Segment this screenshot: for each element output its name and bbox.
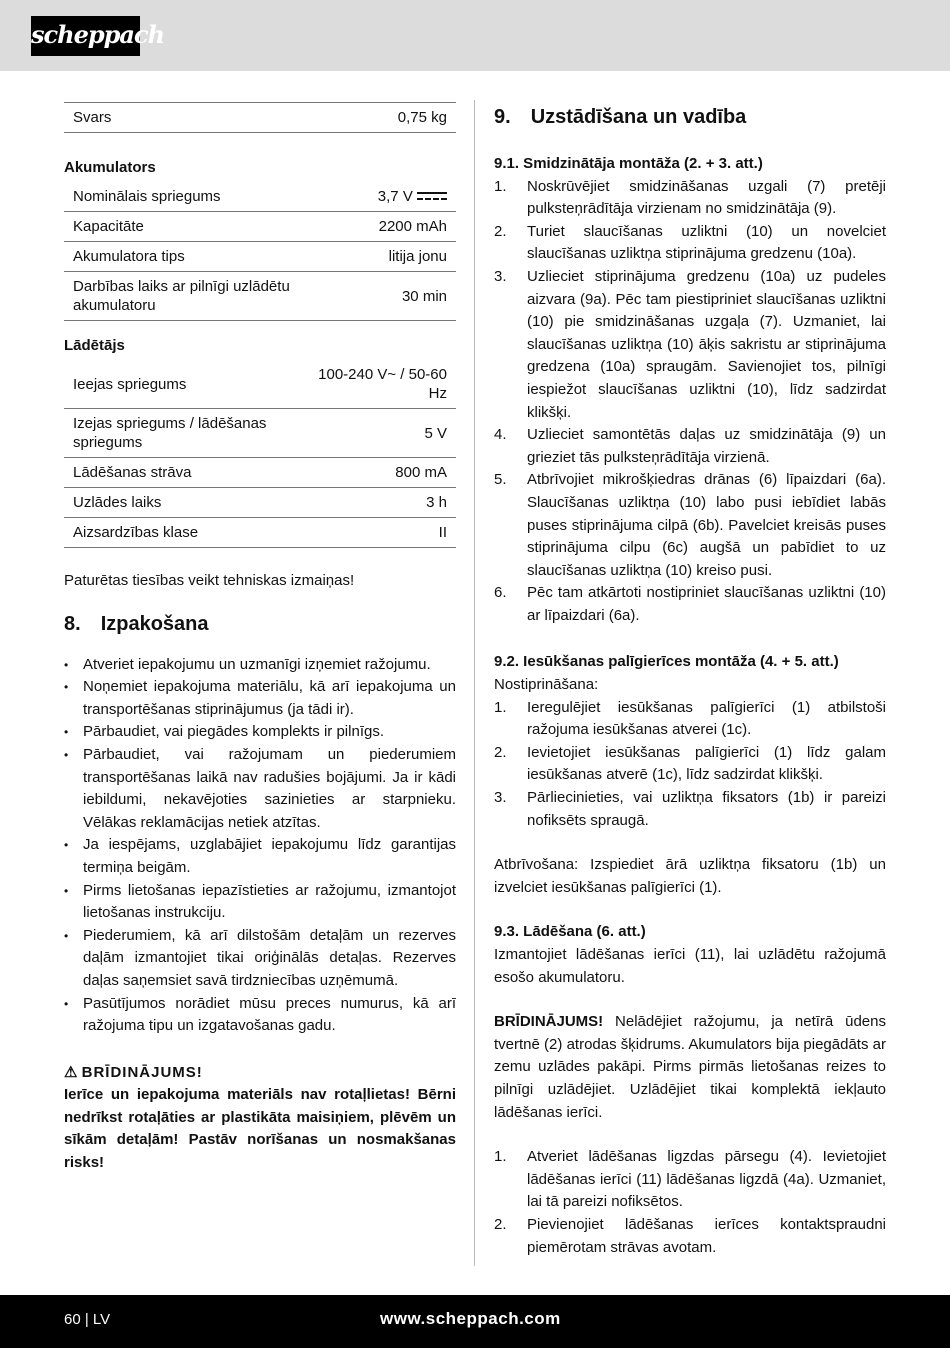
spec-label: Uzlādes laiks: [73, 494, 162, 511]
step-text: Uzlieciet samontētās daļas uz smidzinātāja (9) un grieziet tās pulksteņrādītāja virzienā.: [527, 426, 886, 466]
step-number: 4.: [494, 426, 507, 444]
step-text: Atbrīvojiet mikrošķiedras drānas (6) līpaizdari (6a). Slaucīšanas uzliktņa (10) labo pusi iebīdiet labās puses stiprinājuma cilpā (6b). Pavelciet kreisās puses stiprinājuma cilpu (6c) augšā un pabīdiet to uz slaucīšanas uzliktņa (10) kreiso pusi.: [527, 471, 886, 579]
step-item: [494, 469, 886, 582]
charging-steps: [494, 1146, 886, 1259]
spec-value: [299, 272, 456, 321]
step-text: Turiet slaucīšanas uzliktni (10) un novelciet slaucīšanas uzliktņa stiprinājuma gredzenu (10a).: [527, 222, 886, 263]
suction-steps: [494, 697, 886, 833]
spec-value: [299, 212, 456, 242]
charger-table: [64, 360, 456, 548]
spec-label: Ieejas spriegums: [73, 375, 187, 393]
table-row: [64, 458, 456, 488]
list-item: • Noņemiet iepakojuma materiālu, kā arī iepakojuma un transportēšanas stiprinājumus (ja tādi ir).: [64, 676, 456, 721]
step-item: [494, 221, 886, 266]
warning-icon: ⚠: [64, 1063, 78, 1081]
spec-label: Kapacitāte: [73, 218, 144, 235]
dc-symbol-icon: [417, 192, 447, 202]
spec-value: [299, 182, 456, 212]
step-item: [494, 424, 886, 469]
step-number: 2.: [494, 222, 507, 240]
list-item: • Pārbaudiet, vai ražojumam un piederumiem transportēšanas laikā nav radušies bojājumi. Ja ir kādi iebildumi, nekavējoties sazinieties ar starpnieku. Vēlākas reklamācijas netiek atzītas.: [64, 744, 456, 834]
step-text: Atveriet lādēšanas ligzdas pārsegu (4). Ievietojiet lādēšanas ierīci (11) lādēšanas ligzdā (4a). Uzmaniet, lai tā pareizi nofiksētos.: [527, 1148, 886, 1211]
step-number: 2.: [494, 743, 507, 761]
value-text: 2200 mAh: [378, 218, 447, 235]
step-text: Ievietojiet iesūkšanas palīgierīci (1) līdz galam iesūkšanas atverē (1c), līdz sadzirdat klikšķi.: [527, 743, 886, 784]
spec-label: Aizsardzības klase: [73, 524, 199, 541]
step-number: 1.: [494, 1148, 507, 1166]
page-header: [0, 0, 950, 71]
step-text: Pievienojiet lādēšanas ierīces kontaktspraudni piemērotam strāvas avotam.: [527, 1215, 886, 1256]
fixing-intro: Nostiprināšana:: [494, 676, 599, 694]
step-text: Pārliecinieties, vai uzliktņa fiksators (1b) ir pareizi nofiksēts spraugā.: [527, 789, 886, 829]
step-number: 1.: [494, 177, 507, 195]
step-item: [494, 742, 886, 787]
page-num: 60: [64, 1311, 81, 1328]
unpacking-list: [64, 654, 456, 1038]
table-row: [64, 182, 456, 212]
weight-table: [64, 102, 456, 133]
section-number: 8.: [64, 612, 81, 635]
step-text: Uzlieciet stiprinājuma gredzenu (10a) uz pudeles aizvara (9a). Pēc tam piestipriniet slaucīšanas uzliktni (10) pie smidzināšanas uzgaļa (7). Uzmaniet, lai slaucīšanas uzliktņa (10) āķis sakristu ar stiprinājuma gredzena (10a) spraugām. Savienojiet tos, pilnīgi iespiežot slaucīšanas uzliktni (10), līdz sadzirdat klikšķi.: [527, 267, 886, 421]
battery-heading: Akumulators: [64, 159, 156, 176]
value-text: litija jonu: [388, 248, 447, 265]
step-number: 3.: [494, 267, 507, 285]
table-row: [64, 488, 456, 518]
spec-label: Akumulatora tips: [73, 248, 185, 265]
step-item: [494, 1146, 886, 1214]
section-title: Uzstādīšana un vadība: [530, 106, 747, 128]
list-item: • Pirms lietošanas iepazīstieties ar ražojumu, izmantojot lietošanas instrukciju.: [64, 880, 456, 925]
spec-label: Lādēšanas strāva: [73, 464, 192, 481]
spec-value: 0,75 kg: [397, 109, 447, 126]
step-item: [494, 697, 886, 742]
table-row: [64, 409, 456, 458]
list-item: • Atveriet iepakojumu un uzmanīgi izņemiet ražojumu.: [64, 654, 456, 677]
spec-value: [299, 518, 456, 548]
list-item: • Pārbaudiet, vai piegādes komplekts ir pilnīgs.: [64, 721, 456, 744]
warning-title: [64, 1062, 456, 1085]
spec-label: Izejas spriegums / lādēšanas spriegums: [73, 415, 267, 451]
warning-text: Ierīce un iepakojuma materiāls nav rotaļlietas! Bērni nedrīkst rotaļāties ar plastikāta maisiņiem, plēvēm un sīkām detaļām! Pastāv norīšanas un nosmakšanas risks!: [64, 1086, 456, 1172]
step-text: Noskrūvējiet smidzināšanas uzgali (7) pretēji pulksteņrādītāja virzienam no smidzinātāja (9).: [527, 177, 886, 218]
warning-label: BRĪDINĀJUMS!: [81, 1063, 203, 1081]
change-note: Paturētas tiesības veikt tehniskas izmaiņas!: [64, 572, 355, 589]
left-column: [64, 102, 456, 1175]
page-number: 60 | LV: [64, 1311, 111, 1328]
spec-value: [299, 488, 456, 518]
step-text: Pēc tam atkārtoti nostipriniet slaucīšanas uzliktni (10) ar līpaizdari (6a).: [527, 584, 886, 624]
spec-label: Svars: [73, 109, 112, 126]
page-footer: [0, 1295, 950, 1348]
value-text: 3 h: [426, 494, 447, 511]
step-item: [494, 582, 886, 627]
value-text: 30 min: [401, 287, 447, 305]
spec-value: [299, 242, 456, 272]
right-column: [494, 106, 886, 1259]
step-item: [494, 787, 886, 832]
step-item: [494, 1214, 886, 1259]
section-title: Izpakošana: [100, 612, 209, 635]
subsection-9-2-title: 9.2. Iesūkšanas palīgierīces montāža (4. + 5. att.): [494, 653, 839, 671]
scheppach-logo: scheppach: [31, 16, 140, 56]
section-number: 9.: [494, 106, 511, 128]
value-text: 800 mA: [395, 464, 447, 481]
spec-value: [299, 458, 456, 488]
charging-warning: [494, 1011, 886, 1124]
table-row: [64, 360, 456, 409]
release-text: Atbrīvošana: Izspiediet ārā uzliktņa fiksatoru (1b) un izvelciet iesūkšanas palīgierīci (1).: [494, 856, 886, 896]
value-text: 3,7 V: [377, 188, 413, 205]
list-item: • Ja iespējams, uzglabājiet iepakojumu līdz garantijas termiņa beigām.: [64, 834, 456, 879]
spec-label: Darbības laiks ar pilnīgi uzlādētu akumulatoru: [73, 278, 290, 314]
value-text: 5 V: [424, 424, 447, 442]
table-row: [64, 272, 456, 321]
section-9-heading: [494, 106, 886, 129]
column-divider: [474, 100, 475, 1266]
table-row: [64, 103, 456, 133]
battery-table: [64, 182, 456, 321]
language-code: LV: [92, 1311, 111, 1328]
charger-heading: Lādētājs: [64, 337, 125, 354]
step-number: 6.: [494, 584, 507, 602]
subsection-9-3-title: 9.3. Lādēšana (6. att.): [494, 923, 646, 941]
sprayer-steps: [494, 176, 886, 628]
table-row: [64, 242, 456, 272]
warning-text: Nelādējiet ražojumu, ja netīrā ūdens tvertnē (2) atrodas šķidrums. Akumulators bija piegādāts ar zemu uzlādes pakāpi. Pirms pirmās lietošanas reizes to pilnīgi uzlādējiet. Uzlādējiet tikai komplektā iekļauto lādēšanas ierīci.: [494, 1013, 886, 1121]
step-item: [494, 176, 886, 221]
list-item: • Pasūtījumos norādiet mūsu preces numurus, kā arī ražojuma tipu un izgatavošanas gadu.: [64, 993, 456, 1038]
spec-label: Nominālais spriegums: [73, 188, 221, 205]
list-item: • Piederumiem, kā arī dilstošām detaļām un rezerves daļām izmantojiet tikai oriģinālās detaļas. Rezerves daļas saņemsiet savā tirdzniecības uzņēmumā.: [64, 925, 456, 993]
step-number: 1.: [494, 698, 507, 716]
website-link[interactable]: www.scheppach.com: [380, 1309, 561, 1328]
value-text: II: [438, 524, 447, 541]
table-row: [64, 212, 456, 242]
subsection-9-1-title: 9.1. Smidzinātāja montāža (2. + 3. att.): [494, 155, 763, 172]
step-text: Ieregulējiet iesūkšanas palīgierīci (1) atbilstoši ražojuma iesūkšanas atverei (1c).: [527, 698, 886, 739]
charging-text: Izmantojiet lādēšanas ierīci (11), lai uzlādētu ražojumā esošo akumulatoru.: [494, 946, 886, 986]
spec-value: [299, 360, 456, 409]
warning-label: BRĪDINĀJUMS!: [494, 1013, 604, 1031]
spec-value: [299, 409, 456, 458]
section-8-heading: [64, 613, 456, 636]
table-row: [64, 518, 456, 548]
step-item: [494, 266, 886, 424]
step-number: 5.: [494, 471, 507, 489]
value-text: 100-240 V~ / 50-60 Hz: [318, 366, 447, 402]
step-number: 3.: [494, 789, 507, 807]
step-number: 2.: [494, 1215, 507, 1233]
